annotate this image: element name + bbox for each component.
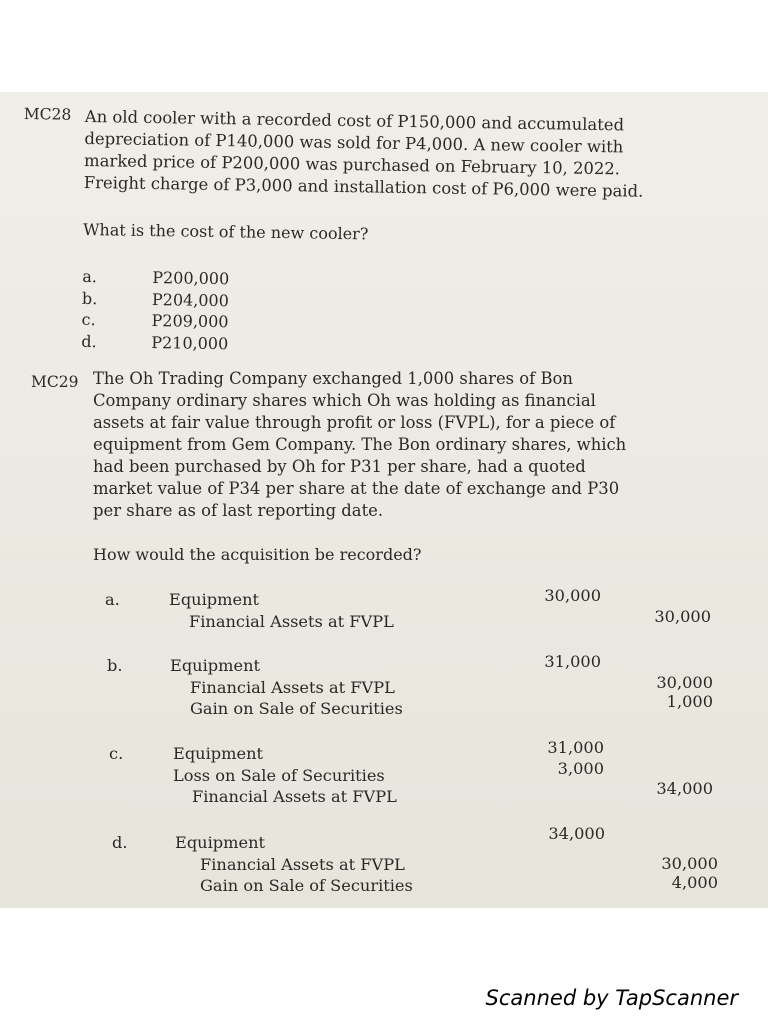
account-name: Gain on Sale of Securities [200,876,413,895]
question-prompt: How would the acquisition be recorded? [93,545,422,564]
credit-amount: 30,000 [656,672,713,692]
option-c[interactable] [109,738,729,808]
text-line: The Oh Trading Company exchanged 1,000 shares of Bon [93,369,573,388]
text-line: Company ordinary shares which Oh was holding as financial [93,391,596,410]
option-d[interactable] [112,824,732,897]
option-letter: a. [105,590,120,609]
account-name: Equipment [175,833,266,852]
option-letter: c. [109,744,124,763]
option-a[interactable] [105,586,725,632]
text-line: Freight charge of P3,000 and installation cost of P6,000 were paid. [83,172,644,201]
credit-amount: 34,000 [656,779,713,798]
debit-amount: 34,000 [548,824,605,843]
question-text [84,106,700,204]
text-line: market value of P34 per share at the date of exchange and P30 [93,479,620,498]
question-body [93,368,705,564]
credit-amount: 4,000 [671,873,718,892]
debit-amount: 31,000 [544,652,601,671]
account-name: Financial Assets at FVPL [190,677,395,697]
text-line: An old cooler with a recorded cost of P150,000 and accumulated [84,106,625,135]
text-line: marked price of P200,000 was purchased on February 10, 2022. [83,150,621,179]
debit-amount: 31,000 [547,738,604,757]
option-b[interactable]: b. P204,000 [81,288,230,310]
text-line: equipment from Gem Company. The Bon ordinary shares, which [93,435,627,454]
question-body [81,106,700,353]
account-name: Loss on Sale of Securities [173,765,385,785]
account-name: Equipment [169,590,260,609]
question-prompt: What is the cost of the new cooler? [82,219,369,244]
credit-amount: 1,000 [666,692,713,711]
debit-amount: 30,000 [544,586,601,605]
account-name: Equipment [173,744,264,763]
account-name: Gain on Sale of Securities [190,699,403,718]
option-letter: b. [107,656,123,675]
scanner-watermark: Scanned by TapScanner [485,986,738,1010]
question-number: MC28 [23,105,72,124]
text-line: had been purchased by Oh for P31 per share, had a quoted [93,457,586,476]
option-d[interactable]: d. P210,000 [81,331,229,353]
text-line: per share as of last reporting date. [93,501,384,520]
account-name: Financial Assets at FVPL [189,611,394,631]
credit-amount: 30,000 [654,606,711,626]
account-name: Financial Assets at FVPL [200,854,405,874]
text-line: assets at fair value through profit or loss (FVPL), for a piece of [93,413,616,432]
question-number: MC29 [31,373,79,391]
option-a[interactable]: a. P200,000 [82,266,230,289]
credit-amount: 30,000 [661,853,718,873]
account-name: Financial Assets at FVPL [192,787,397,806]
option-letter: d. [112,833,128,852]
account-name: Equipment [170,656,261,675]
answer-options [81,266,229,354]
debit-amount: 3,000 [557,758,604,778]
question-text [93,368,705,522]
text-line: depreciation of P140,000 was sold for P4,000. A new cooler with [84,128,624,157]
option-c[interactable]: c. P209,000 [81,309,229,332]
option-b[interactable] [107,652,727,720]
